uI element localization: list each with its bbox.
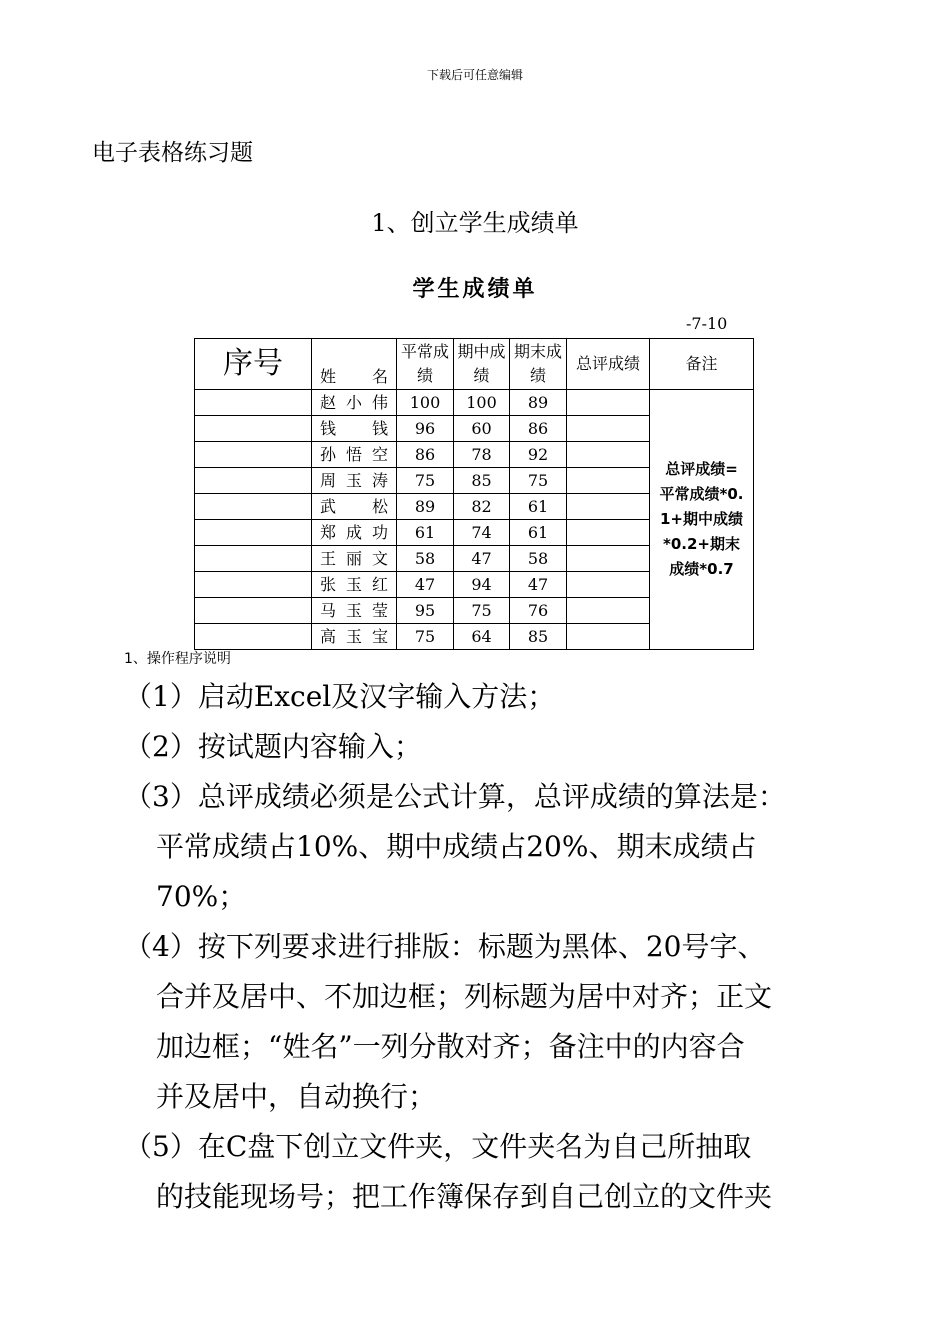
- step-item: [124, 672, 555, 722]
- final-cell: 76: [510, 598, 567, 624]
- seq-cell: [195, 598, 312, 624]
- total-cell: [567, 468, 650, 494]
- seq-cell: [195, 624, 312, 650]
- name-cell: 王丽文: [312, 546, 397, 572]
- step-item: [124, 772, 786, 922]
- midterm-cell: 60: [454, 416, 510, 442]
- final-cell: 47: [510, 572, 567, 598]
- seq-cell: [195, 416, 312, 442]
- name-cell: 郑成功: [312, 520, 397, 546]
- seq-cell: [195, 546, 312, 572]
- seq-cell: [195, 468, 312, 494]
- midterm-cell: 64: [454, 624, 510, 650]
- name-cell: 周玉涛: [312, 468, 397, 494]
- regular-cell: 89: [397, 494, 454, 520]
- name-cell: 武松: [312, 494, 397, 520]
- total-cell: [567, 546, 650, 572]
- note-cell: [650, 390, 754, 650]
- header-final: 期末成绩: [510, 339, 567, 390]
- header-total: 总评成绩: [567, 339, 650, 390]
- regular-cell: 75: [397, 624, 454, 650]
- section-title: 1、创立学生成绩单: [371, 209, 579, 237]
- final-cell: 61: [510, 494, 567, 520]
- header-note: 备注: [650, 339, 754, 390]
- midterm-cell: 94: [454, 572, 510, 598]
- total-cell: [567, 416, 650, 442]
- page-header: 下载后可任意编辑: [426, 68, 523, 82]
- total-cell: [567, 442, 650, 468]
- name-cell: 高玉宝: [312, 624, 397, 650]
- total-cell: [567, 390, 650, 416]
- header-seq: 序号: [195, 339, 312, 390]
- final-cell: 92: [510, 442, 567, 468]
- step-line: （5）在C盘下创立文件夹，文件夹名为自己所抽取: [124, 1130, 752, 1163]
- final-cell: 89: [510, 390, 567, 416]
- name-cell: 钱钱: [312, 416, 397, 442]
- regular-cell: 75: [397, 468, 454, 494]
- seq-cell: [195, 572, 312, 598]
- document-title: 电子表格练习题: [92, 140, 253, 166]
- total-cell: [567, 494, 650, 520]
- seq-cell: [195, 494, 312, 520]
- midterm-cell: 82: [454, 494, 510, 520]
- midterm-cell: 74: [454, 520, 510, 546]
- header-regular: 平常成绩: [397, 339, 454, 390]
- midterm-cell: 47: [454, 546, 510, 572]
- table-date: -7-10: [686, 314, 728, 333]
- step-item: [124, 1122, 772, 1222]
- final-cell: 86: [510, 416, 567, 442]
- name-cell: 孙悟空: [312, 442, 397, 468]
- table-row: [195, 390, 754, 416]
- final-cell: 75: [510, 468, 567, 494]
- final-cell: 85: [510, 624, 567, 650]
- step-line: 合并及居中、不加边框；列标题为居中对齐；正文: [156, 980, 773, 1013]
- table-header-row: [195, 339, 754, 390]
- total-cell: [567, 572, 650, 598]
- step-item: [124, 922, 772, 1122]
- grades-table: [194, 338, 754, 650]
- step-line: 的技能现场号；把工作簿保存到自己创立的文件夹: [156, 1180, 773, 1213]
- total-cell: [567, 598, 650, 624]
- table-title: 学生成绩单: [412, 277, 538, 302]
- regular-cell: 61: [397, 520, 454, 546]
- total-cell: [567, 624, 650, 650]
- seq-cell: [195, 390, 312, 416]
- name-cell: 张玉红: [312, 572, 397, 598]
- step-line: （2）按试题内容输入；: [124, 730, 422, 763]
- regular-cell: 100: [397, 390, 454, 416]
- step-line: （4）按下列要求进行排版：标题为黑体、20号字、: [124, 930, 766, 963]
- regular-cell: 96: [397, 416, 454, 442]
- header-name: 姓 名: [312, 339, 397, 390]
- step-line: 70%；: [156, 880, 247, 913]
- name-cell: 赵小伟: [312, 390, 397, 416]
- ops-title: 1、操作程序说明: [124, 651, 231, 667]
- name-cell: 马玉莹: [312, 598, 397, 624]
- step-line: 加边框；“姓名”一列分散对齐；备注中的内容合: [156, 1030, 745, 1063]
- regular-cell: 58: [397, 546, 454, 572]
- regular-cell: 95: [397, 598, 454, 624]
- note-text: 总评成绩=平常成绩*0.1+期中成绩*0.2+期末成绩*0.7: [659, 460, 744, 578]
- seq-cell: [195, 520, 312, 546]
- step-line: 并及居中，自动换行；: [156, 1080, 437, 1113]
- final-cell: 61: [510, 520, 567, 546]
- midterm-cell: 100: [454, 390, 510, 416]
- step-line: （3）总评成绩必须是公式计算，总评成绩的算法是：: [124, 780, 786, 813]
- regular-cell: 47: [397, 572, 454, 598]
- step-item: [124, 722, 422, 772]
- header-midterm: 期中成绩: [454, 339, 510, 390]
- midterm-cell: 85: [454, 468, 510, 494]
- regular-cell: 86: [397, 442, 454, 468]
- midterm-cell: 75: [454, 598, 510, 624]
- total-cell: [567, 520, 650, 546]
- seq-cell: [195, 442, 312, 468]
- step-line: 平常成绩占10%、期中成绩占20%、期末成绩占: [156, 830, 757, 863]
- midterm-cell: 78: [454, 442, 510, 468]
- step-line: （1）启动Excel及汉字输入方法；: [124, 680, 556, 713]
- final-cell: 58: [510, 546, 567, 572]
